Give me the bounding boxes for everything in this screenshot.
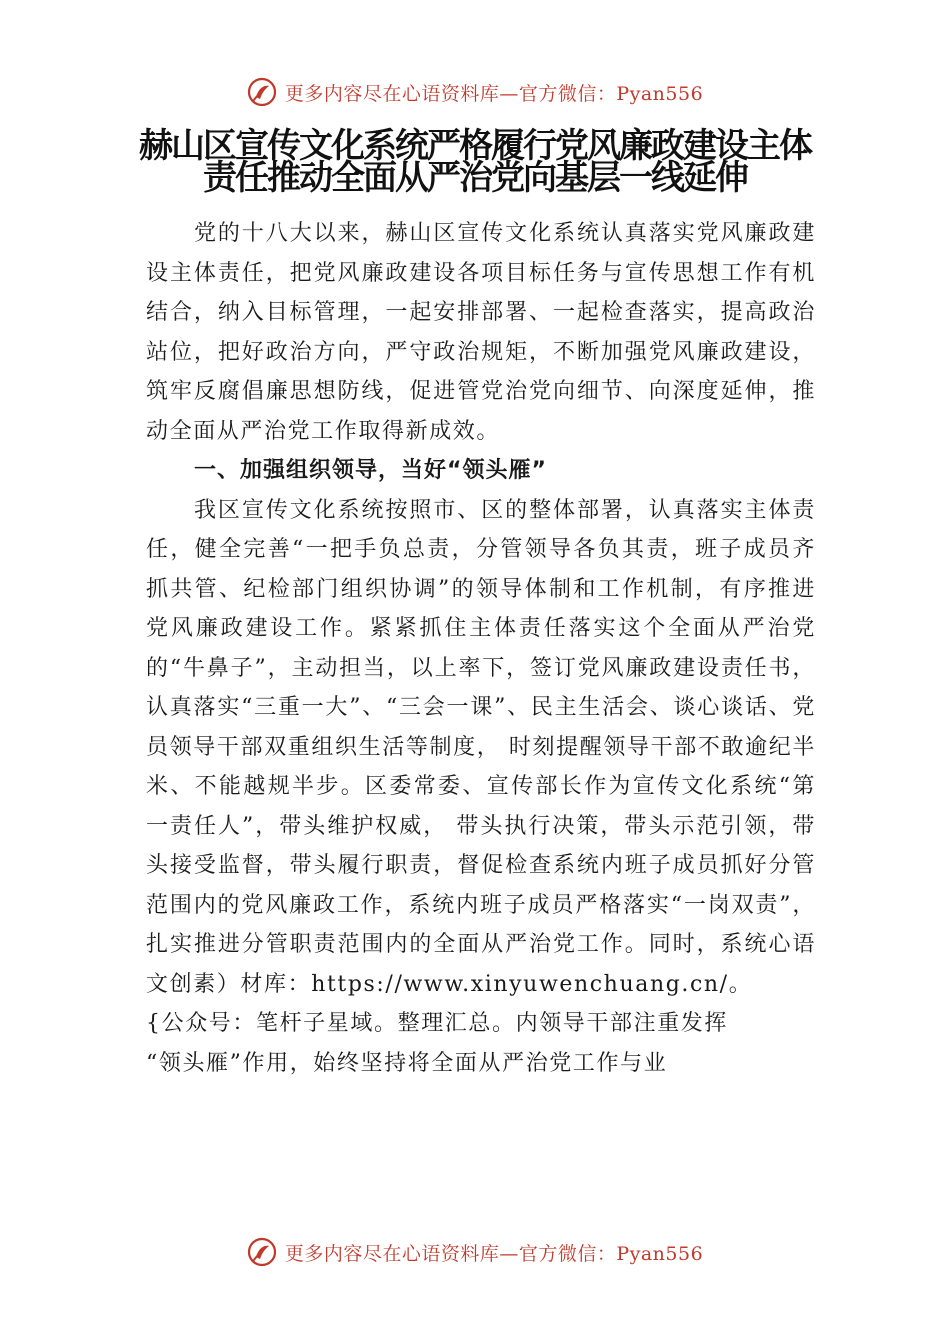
section-heading-1: 一、加强组织领导，当好“领头雁”	[194, 458, 547, 483]
paragraph-line-continued: “领头雁”作用，始终坚持将全面从严治党工作与业	[146, 1050, 668, 1076]
document-title-line-1: 赫山区宣传文化系统严格履行党风廉政建设主体	[139, 126, 811, 166]
brand-logo-icon	[247, 77, 277, 107]
footer-watermark	[0, 1232, 950, 1272]
header-watermark	[0, 72, 950, 112]
document-body	[146, 214, 816, 1083]
brand-logo-icon	[247, 1237, 277, 1267]
paragraph-section-1: 我区宣传文化系统按照市、区的整体部署，认真落实主体责任，健全完善“一把手负总责，分管领导各负其责，班子成员齐抓共管、纪检部门组织协调”的领导体制和工作机制，有序推进党风廉政建设工作。紧紧抓住主体责任落实这个全面从严治党的“牛鼻子”，主动担当，以上率下，签订党风廉政建设责任书，认真落实“三重一大”、“三会一课”、民主生活会、谈心谈话、党员领导干部双重组织生活等制度， 时刻提醒领导干部不敢逾纪半米、不能越规半步。区委常委、宣传部长作为宣传文化系统“第一责任人”，带头维护权威， 带头执行决策，带头示范引领，带头接受监督，带头履行职责，督促检查系统内班子成员抓好分管范围内的党风廉政工作，系统内班子成员严格落实“一岗双责”，扎实推进分管职责范围内的全面从严治党工作。同时，系统心语文创素）材库：https://www.xinyuwenchuang.cn/。	[146, 497, 816, 997]
paragraph-intro: 党的十八大以来，赫山区宣传文化系统认真落实党风廉政建设主体责任，把党风廉政建设各项目标任务与宣传思想工作有机结合，纳入目标管理，一起安排部署、一起检查落实，提高政治站位，把好政治方向，严守政治规矩，不断加强党风廉政建设，筑牢反腐倡廉思想防线，促进管党治党向细节、向深度延伸，推动全面从严治党工作取得新成效。	[146, 221, 816, 444]
watermark-text: 更多内容尽在心语资料库—官方微信：Pyan556	[284, 1242, 704, 1265]
watermark-text: 更多内容尽在心语资料库—官方微信：Pyan556	[284, 82, 704, 105]
document-title-line-2: 责任推动全面从严治党向基层一线延伸	[203, 158, 747, 198]
paragraph-line-source: {公众号：笔杆子星域。整理汇总。内领导干部注重发挥	[146, 1011, 728, 1036]
